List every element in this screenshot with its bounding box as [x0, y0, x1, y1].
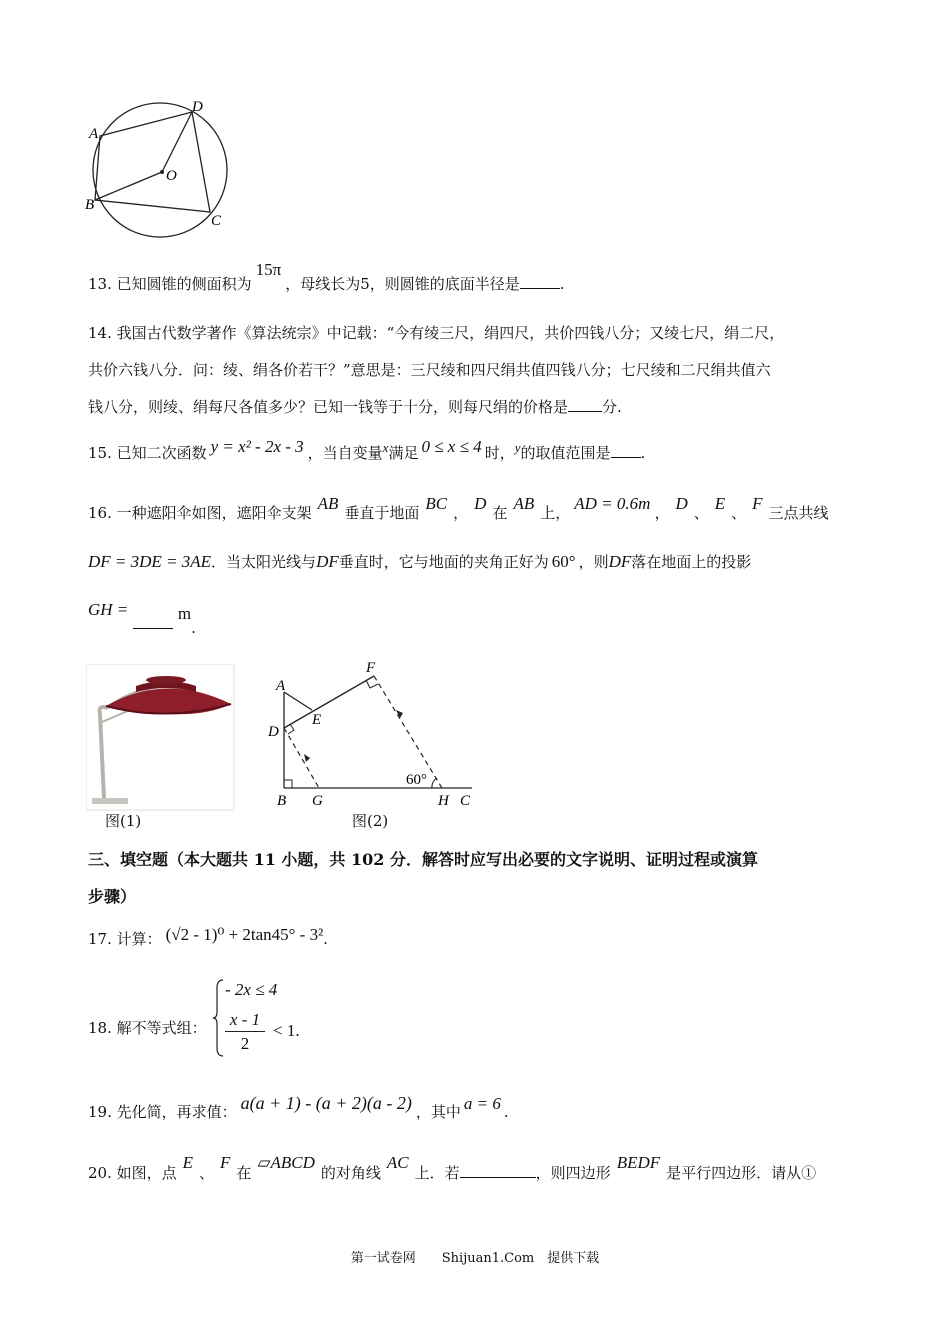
angle-label: 60° — [406, 772, 427, 788]
question-14-line3: 钱八分，则绫、绢每尺各值多少？已知一钱等于十分，则每尺绢的价格是 分. — [88, 398, 622, 416]
label-O: O — [166, 168, 177, 184]
question-19: 19. 先化简，再求值： a(a + 1) - (a + 2)(a - 2) ，其中 a = 6 . — [88, 1093, 509, 1121]
fraction-denominator: 2 — [240, 1034, 250, 1053]
fraction-numerator: x - 1 — [229, 1010, 261, 1029]
geometry-figure — [262, 658, 482, 810]
answer-blank — [611, 445, 641, 458]
q13-value: 15π — [255, 260, 282, 279]
label-H: H — [438, 793, 449, 809]
label-C: C — [211, 213, 222, 229]
label-D: D — [192, 99, 203, 115]
question-16-line3: GH = m. — [88, 600, 196, 637]
answer-blank — [520, 276, 560, 289]
question-15: 15. 已知二次函数 y = x² - 2x - 3 ，当自变量x满足 0 ≤ x ≤ 4 时，y的取值范围是 . — [88, 437, 646, 462]
fraction-bar — [225, 1031, 265, 1032]
question-17: 17. 计算： (√2 - 1)⁰ + 2tan45° - 3². — [88, 925, 328, 948]
inequality-system — [213, 978, 323, 1058]
label-D: D — [268, 724, 279, 740]
question-13: 13. 已知圆锥的侧面积为15π，母线长为5，则圆锥的底面半径是 . — [88, 260, 565, 293]
section-3-heading-line1: 三、填空题（本大题共 11 小题，共 102 分．解答时应写出必要的文字说明、证明过程或演算 — [88, 850, 758, 869]
figure-1-caption: 图(1) — [105, 812, 142, 830]
label-G: G — [312, 793, 323, 809]
question-18: 18. 解不等式组： — [88, 1019, 207, 1037]
label-F: F — [366, 660, 376, 676]
answer-blank — [460, 1165, 536, 1178]
inequality-2-rhs: < 1. — [273, 1021, 300, 1040]
answer-blank — [133, 616, 173, 629]
label-C: C — [460, 793, 471, 809]
label-E: E — [312, 712, 322, 728]
question-20: 20. 如图，点E、F在▱ABCD的对角线AC上．若 ，则四边形BEDF是平行四边形．请从① — [88, 1153, 817, 1182]
figure-2-caption: 图(2) — [352, 812, 389, 830]
section-3-heading-line2: 步骤） — [88, 887, 137, 906]
question-16-line2: DF = 3DE = 3AE．当太阳光线与DF垂直时，它与地面的夹角正好为 60° ，则DF落在地面上的投影 — [88, 552, 752, 571]
answer-blank — [568, 399, 602, 412]
inequality-1: - 2x ≤ 4 — [225, 980, 278, 999]
circle-figure — [82, 92, 242, 242]
label-A: A — [89, 126, 99, 142]
label-B: B — [277, 793, 287, 809]
question-14-line1: 14. 我国古代数学著作《算法统宗》中记载：“今有绫三尺，绢四尺，共价四钱八分；又绫七尺，绢二尺， — [88, 324, 785, 342]
question-14-line2: 共价六钱八分．问：绫、绢各价若干？”意思是：三尺绫和四尺绢共值四钱八分；七尺绫和二尺绢共值六 — [88, 361, 771, 379]
question-16-line1: 16. 一种遮阳伞如图，遮阳伞支架 AB 垂直于地面 BC ， D 在 AB 上， AD = 0.6m ， D 、 E 、 F 三点共线 — [88, 494, 829, 522]
umbrella-photo — [86, 664, 236, 812]
label-B: B — [85, 197, 95, 213]
page-footer: 第一试卷网 Shijuan1.Com 提供下载 — [350, 1251, 600, 1266]
label-A: A — [276, 678, 286, 694]
